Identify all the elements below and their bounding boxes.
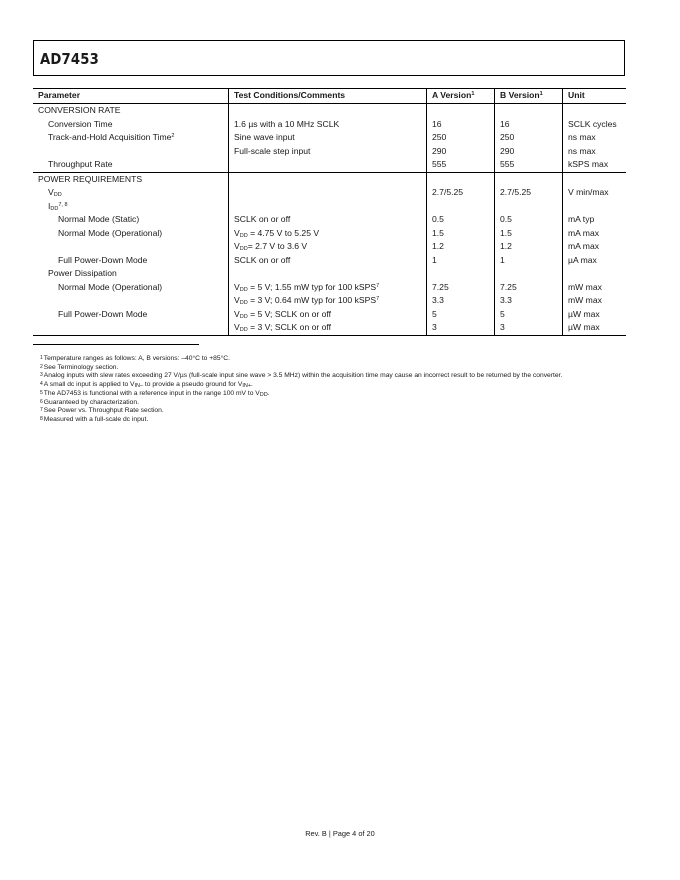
b-version-cell: 3.3 [495, 294, 563, 308]
footnote: 5 The AD7453 is functional with a reference input in the range 100 mV to $V_{DD}$. [40, 389, 270, 398]
param-cell [33, 145, 229, 159]
conditions-cell [229, 200, 427, 214]
conditions-cell: $V_{DD} = 4.75$ V to 5.25 V [229, 227, 427, 241]
param-cell: Full Power-Down Mode [58, 308, 148, 319]
header-box [33, 40, 625, 76]
col-header-parameter: Parameter [33, 89, 229, 104]
table-header-row [33, 89, 626, 104]
param-cell: POWER REQUIREMENTS [33, 172, 229, 186]
conditions-cell: Sine wave input [229, 131, 427, 145]
b-version-cell: 555 [495, 158, 563, 172]
b-version-cell: 16 [495, 118, 563, 132]
b-version-cell: 5 [495, 308, 563, 322]
table-row [33, 213, 626, 227]
unit-cell: mA typ [563, 213, 627, 227]
param-cell [33, 294, 229, 308]
conditions-cell [229, 104, 427, 118]
param-cell: Normal Mode (Operational) [58, 281, 163, 292]
table-row [33, 240, 626, 254]
footnote: 7 See Power vs. Throughput Rate section. [40, 407, 164, 415]
conditions-cell [229, 158, 427, 172]
unit-cell: mA max [563, 227, 627, 241]
a-version-cell [427, 267, 495, 281]
unit-cell: SCLK cycles [563, 118, 627, 132]
unit-cell: kSPS max [563, 158, 627, 172]
a-version-cell [427, 172, 495, 186]
a-version-cell: 290 [427, 145, 495, 159]
a-version-cell: 0.5 [427, 213, 495, 227]
col-header-unit: Unit [563, 89, 627, 104]
unit-cell [563, 200, 627, 214]
table-row [33, 158, 626, 172]
unit-cell: µA max [563, 254, 627, 268]
table-row [33, 104, 626, 118]
conditions-cell: Full-scale step input [229, 145, 427, 159]
param-cell [33, 321, 229, 335]
unit-cell: mW max [563, 294, 627, 308]
page-title: AD7453 [40, 50, 99, 68]
unit-cell: mA max [563, 240, 627, 254]
table-row [33, 118, 626, 132]
footnote: 2 See Terminology section. [40, 363, 119, 371]
a-version-cell [427, 200, 495, 214]
a-version-cell: 16 [427, 118, 495, 132]
b-version-cell [495, 200, 563, 214]
param-cell: Full Power-Down Mode [58, 254, 148, 265]
unit-cell: ns max [563, 131, 627, 145]
footnote: 8 Measured with a full-scale dc input. [40, 415, 149, 423]
unit-cell [563, 104, 627, 118]
conditions-cell: $V_{DD} = 5$ V; SCLK on or off [229, 308, 427, 322]
a-version-cell: 250 [427, 131, 495, 145]
table-row [33, 131, 626, 145]
param-cell: Track-and-Hold Acquisition Time$^2$ [48, 132, 175, 142]
conditions-cell: SCLK on or off [229, 254, 427, 268]
a-version-cell: 555 [427, 158, 495, 172]
unit-cell: ns max [563, 145, 627, 159]
a-version-cell: 5 [427, 308, 495, 322]
b-version-cell [495, 172, 563, 186]
a-version-cell: 1 [427, 254, 495, 268]
a-version-cell: 7.25 [427, 281, 495, 295]
a-version-cell: 1.5 [427, 227, 495, 241]
b-version-cell [495, 104, 563, 118]
page-footer: Rev. B | Page 4 of 20 [305, 829, 375, 838]
unit-cell [563, 172, 627, 186]
table-row [33, 254, 626, 268]
conditions-cell: $V_{DD} = 3$ V; 0.64 mW typ for 100 kSPS$^7$ [229, 294, 427, 308]
col-header-test-conditions: Test Conditions/Comments [229, 89, 427, 104]
footnote: 1 Temperature ranges as follows: A, B versions: –40°C to +85°C. [40, 355, 230, 362]
col-header-a-version: A Version$^1$ [427, 89, 495, 104]
conditions-cell [229, 172, 427, 186]
b-version-cell: 290 [495, 145, 563, 159]
table-row [33, 294, 626, 308]
spec-table [33, 88, 626, 336]
table-row [33, 321, 626, 335]
unit-cell: V min/max [563, 186, 627, 200]
table-row [33, 200, 626, 214]
conditions-cell [229, 186, 427, 200]
a-version-cell: 1.2 [427, 240, 495, 254]
unit-cell: µW max [563, 308, 627, 322]
param-cell: $V_{DD}$ [48, 187, 62, 198]
unit-cell: µW max [563, 321, 627, 335]
a-version-cell: 2.7/5.25 [427, 186, 495, 200]
unit-cell [563, 267, 627, 281]
unit-cell: mW max [563, 281, 627, 295]
conditions-cell: $V_{DD} = 3$ V; SCLK on or off [229, 321, 427, 335]
param-cell: $I_{DD}^{7, 8}$ [48, 200, 68, 212]
conditions-cell: SCLK on or off [229, 213, 427, 227]
a-version-cell [427, 104, 495, 118]
table-row [33, 145, 626, 159]
footnotes [40, 355, 630, 425]
conditions-cell [229, 267, 427, 281]
table-row [33, 186, 626, 200]
b-version-cell [495, 267, 563, 281]
param-cell: Normal Mode (Operational) [58, 227, 163, 238]
table-row [33, 267, 626, 281]
param-cell: Conversion Time [48, 118, 113, 129]
param-cell: Normal Mode (Static) [58, 214, 140, 224]
conditions-cell: $V_{DD}= 2.7$ V to 3.6 V [229, 240, 427, 254]
param-cell: CONVERSION RATE [38, 105, 121, 115]
conditions-cell: $V_{DD} = 5$ V; 1.55 mW typ for 100 kSPS$^7$ [229, 281, 427, 295]
footnote: 4 A small dc input is applied to $V_{IN-}$ to provide a pseudo ground for $V_{IN+}$. [40, 381, 253, 390]
table-row [33, 227, 626, 241]
a-version-cell: 3.3 [427, 294, 495, 308]
b-version-cell: 2.7/5.25 [495, 186, 563, 200]
table-row [33, 308, 626, 322]
footnote: 3 Analog inputs with slew rates exceeding 27 V/µs (full-scale input sine wave > 3.5 MHz) within the acquisition time may cause an incorrect result to be returned by the converter. [40, 372, 563, 380]
b-version-cell: 1.2 [495, 240, 563, 254]
conditions-cell: 1.6 µs with a 10 MHz SCLK [229, 118, 427, 132]
footnote-separator [33, 344, 199, 345]
b-version-cell: 3 [495, 321, 563, 335]
b-version-cell: 1 [495, 254, 563, 268]
table-row [33, 281, 626, 295]
b-version-cell: 250 [495, 131, 563, 145]
param-cell: Power Dissipation [48, 268, 117, 278]
param-cell [33, 240, 229, 254]
param-cell: Throughput Rate [48, 159, 113, 169]
a-version-cell: 3 [427, 321, 495, 335]
b-version-cell: 0.5 [495, 213, 563, 227]
b-version-cell: 1.5 [495, 227, 563, 241]
table-row [33, 172, 626, 186]
col-header-b-version: B Version$^1$ [495, 89, 563, 104]
b-version-cell: 7.25 [495, 281, 563, 295]
footnote: 6 Guaranteed by characterization. [40, 398, 139, 406]
